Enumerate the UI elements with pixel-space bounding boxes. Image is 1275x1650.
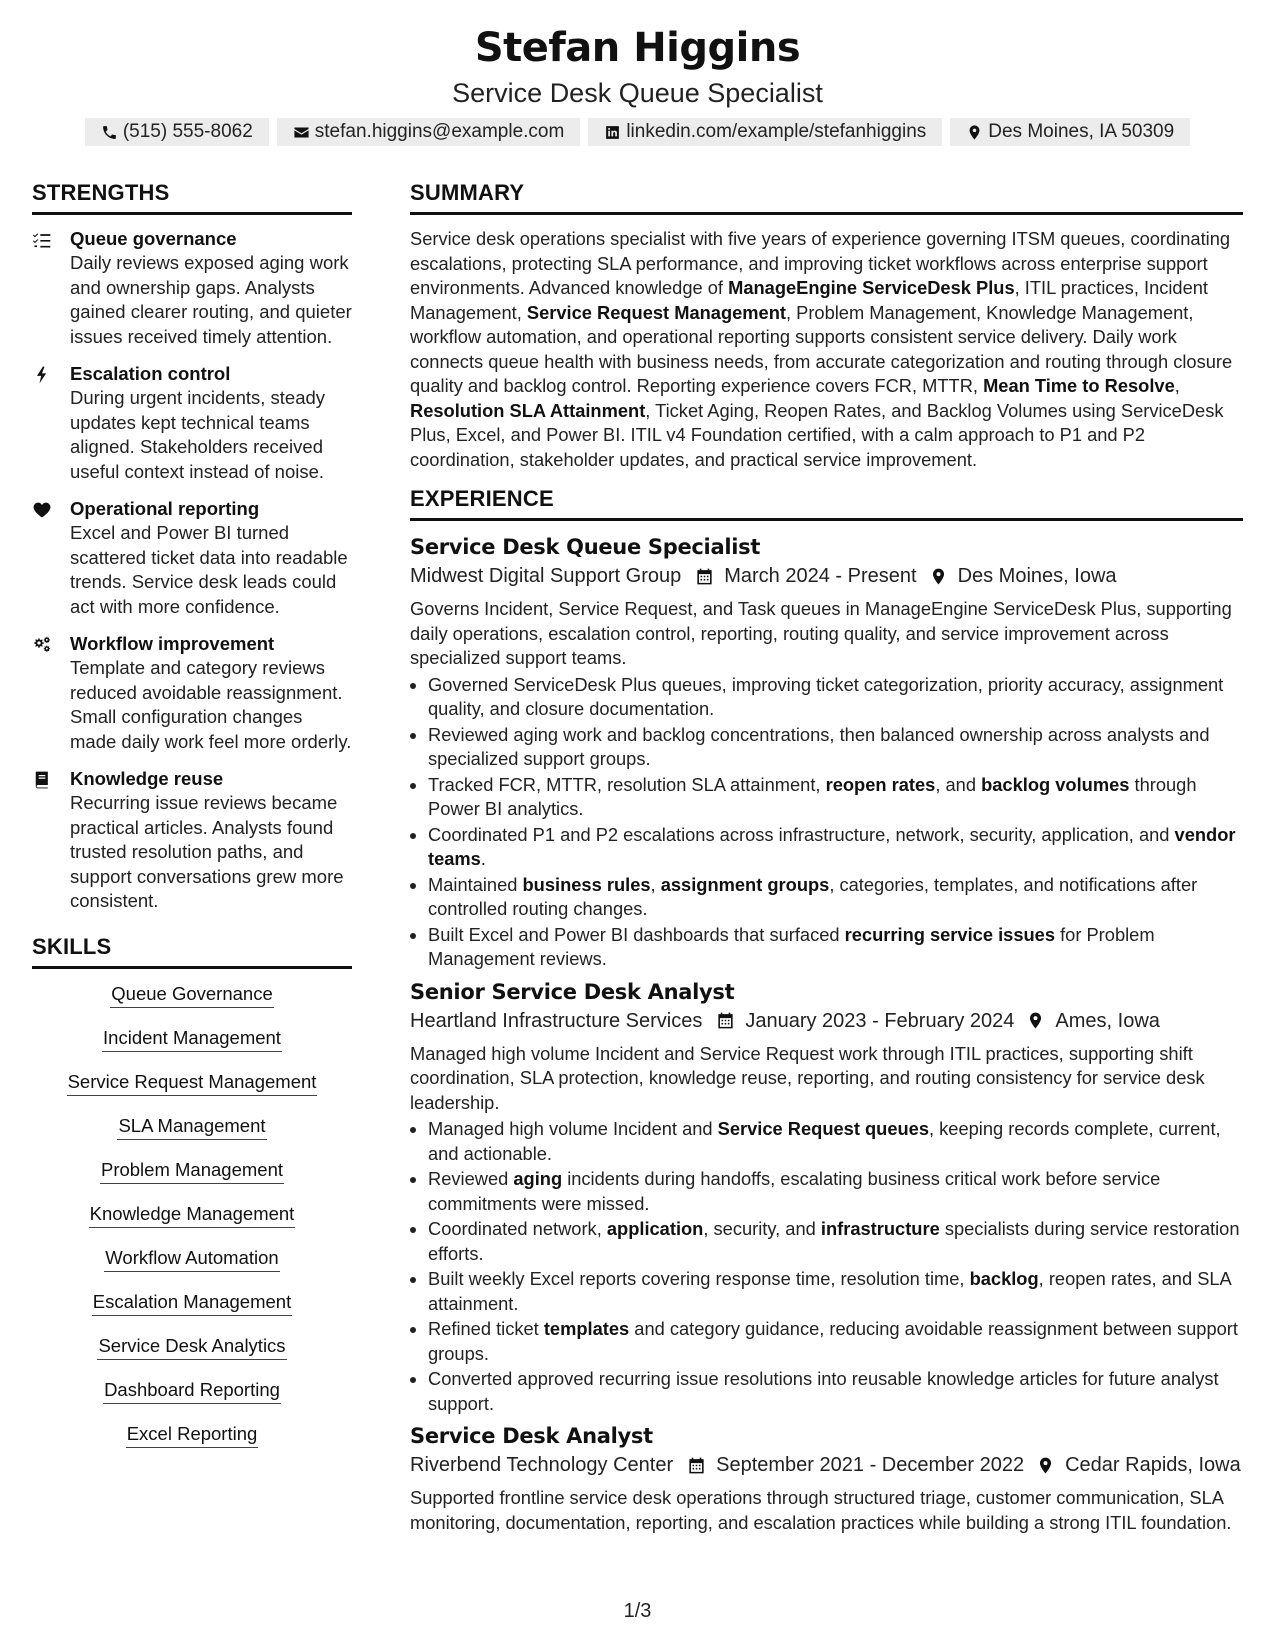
job-bullet: • Maintained business rules, assignment groups, categories, templates, and notifications after controlled routing changes. [428, 873, 1243, 922]
skill-item: Problem Management [100, 1157, 284, 1184]
summary-heading: SUMMARY [410, 180, 1243, 215]
job-title: Senior Service Desk Analyst [410, 979, 735, 1004]
linkedin-chip[interactable] [588, 118, 942, 146]
job-dates: March 2024 - Present [724, 565, 917, 587]
strength-description: Excel and Power BI turned scattered ticket data into readable trends. Service desk leads could act with more confidence. [70, 522, 348, 617]
skill-item: Escalation Management [92, 1289, 292, 1316]
phone-chip[interactable] [85, 118, 269, 146]
map-pin-icon [966, 124, 983, 141]
skill-item: Service Request Management [67, 1069, 318, 1096]
calendar-icon [687, 1456, 706, 1475]
location-text: Des Moines, IA 50309 [988, 121, 1175, 142]
gears-icon [32, 635, 52, 655]
strength-item [32, 362, 352, 484]
strength-description: Template and category reviews reduced avoidable reassignment. Small configuration changes made daily work feel more orderly. [70, 657, 352, 752]
lightning-icon [32, 365, 52, 385]
job-location: Cedar Rapids, Iowa [1065, 1454, 1241, 1476]
job-bullet: • Coordinated network, application, security, and infrastructure specialists during service restoration efforts. [428, 1217, 1243, 1266]
job-bullet: • Reviewed aging work and backlog concentrations, then balanced ownership across analysts and specialized support groups. [428, 723, 1243, 772]
candidate-name: Stefan Higgins [474, 25, 801, 71]
job-bullet: • Reviewed aging incidents during handoffs, escalating business critical work before service commitments were missed. [428, 1167, 1243, 1216]
skill-item: Workflow Automation [104, 1245, 279, 1272]
job-bullet: • Converted approved recurring issue resolutions into reusable knowledge articles for future analyst support. [428, 1367, 1243, 1416]
summary-text: Service desk operations specialist with five years of experience governing ITSM queues, coordinating escalations, protecting SLA performance, and improving ticket workflows across enterprise support environments. Advanced knowledge of ManageEngine ServiceDesk Plus, ITIL practices, Incident Management, Service Request Management, Problem Management, Knowledge Management, workflow automation, and operational reporting supports consistent service delivery. Daily work connects queue health with business needs, from accurate categorization and routing through closure quality and backlog control. Reporting experience covers FCR, MTTR, Mean Time to Resolve, Resolution SLA Attainment, Ticket Aging, Reopen Rates, and Backlog Volumes using ServiceDesk Plus, Excel, and Power BI. ITIL v4 Foundation certified, with a calm approach to P1 and P2 coordination, stakeholder updates, and practical service improvement. [410, 228, 1233, 470]
skill-item: Queue Governance [110, 981, 273, 1008]
job-meta [410, 1450, 1243, 1480]
calendar-icon [716, 1011, 735, 1030]
job-bullet: • Coordinated P1 and P2 escalations across infrastructure, network, security, application, and vendor teams. [428, 823, 1243, 872]
job-company: Midwest Digital Support Group [410, 565, 682, 587]
job-location: Des Moines, Iowa [957, 565, 1117, 587]
job-summary: Supported frontline service desk operations through structured triage, customer communication, SLA monitoring, documentation, reporting, and escalation practices while building a strong ITIL foundation. [410, 1487, 1232, 1533]
book-icon [32, 770, 52, 790]
resume-header [0, 20, 1275, 146]
job-title: Service Desk Analyst [410, 1424, 653, 1448]
job-entry [410, 978, 1243, 1417]
email-text: stefan.higgins@example.com [314, 121, 565, 142]
map-pin-icon [1036, 1456, 1055, 1475]
strength-title: Knowledge reuse [70, 768, 224, 789]
linkedin-text: linkedin.com/example/stefanhiggins [626, 121, 927, 142]
left-column [32, 180, 352, 1465]
calendar-icon [695, 567, 714, 586]
job-bullet: • Built Excel and Power BI dashboards that surfaced recurring service issues for Problem Management reviews. [428, 923, 1243, 972]
phone-icon [101, 124, 118, 141]
strength-title: Queue governance [70, 228, 237, 249]
skill-item: Incident Management [102, 1025, 282, 1052]
strength-description: During urgent incidents, steady updates kept technical teams aligned. Stakeholders received useful context instead of noise. [70, 387, 326, 482]
job-bullets [410, 1117, 1243, 1416]
right-column [410, 180, 1243, 1535]
linkedin-icon [604, 124, 621, 141]
job-summary: Managed high volume Incident and Service Request work through ITIL practices, supporting shift coordination, SLA protection, knowledge reuse, reporting, and routing consistency for service desk leadership. [410, 1042, 1205, 1113]
job-dates: September 2021 - December 2022 [716, 1454, 1025, 1476]
checklist-icon [32, 230, 52, 250]
strength-description: Daily reviews exposed aging work and ownership gaps. Analysts gained clearer routing, and quieter issues received timely attention. [70, 252, 352, 347]
map-pin-icon [929, 567, 948, 586]
candidate-title: Service Desk Queue Specialist [452, 78, 823, 108]
job-company: Heartland Infrastructure Services [410, 1009, 703, 1032]
job-bullets [410, 673, 1243, 972]
skill-item: Service Desk Analytics [97, 1333, 286, 1360]
job-title: Service Desk Queue Specialist [410, 535, 761, 559]
experience-list [410, 533, 1243, 1535]
strength-item [32, 767, 352, 914]
job-meta [410, 1006, 1243, 1036]
experience-heading: EXPERIENCE [410, 486, 1243, 521]
strength-title: Escalation control [70, 363, 231, 384]
job-entry [410, 533, 1243, 972]
strength-item [32, 497, 352, 619]
phone-text: (515) 555-8062 [122, 121, 253, 142]
skills-list [32, 981, 352, 1465]
strength-title: Operational reporting [70, 498, 260, 519]
map-pin-icon [1026, 1011, 1045, 1030]
skill-item: SLA Management [117, 1113, 266, 1140]
job-summary: Governs Incident, Service Request, and Task queues in ManageEngine ServiceDesk Plus, supporting daily operations, escalation control, reporting, routing quality, and service improvement across specialized support teams. [410, 598, 1232, 668]
job-entry [410, 1422, 1243, 1535]
heart-icon [32, 500, 52, 520]
skill-item: Knowledge Management [89, 1201, 296, 1228]
strength-title: Workflow improvement [70, 633, 275, 654]
strength-description: Recurring issue reviews became practical articles. Analysts found trusted resolution paths, and support conversations grew more consistent. [70, 792, 344, 911]
job-dates: January 2023 - February 2024 [745, 1009, 1015, 1032]
contact-bar [0, 118, 1275, 146]
strength-item [32, 227, 352, 349]
job-bullet: • Governed ServiceDesk Plus queues, improving ticket categorization, priority accuracy, assignment quality, and closure documentation. [428, 673, 1243, 722]
strengths-heading: STRENGTHS [32, 180, 352, 215]
skills-heading: SKILLS [32, 934, 352, 969]
job-bullet: • Tracked FCR, MTTR, resolution SLA attainment, reopen rates, and backlog volumes through Power BI analytics. [428, 773, 1243, 822]
skill-item: Dashboard Reporting [103, 1377, 281, 1404]
strength-item [32, 632, 352, 754]
location-chip [950, 118, 1190, 146]
envelope-icon [293, 124, 310, 141]
email-chip[interactable] [277, 118, 581, 146]
job-meta [410, 561, 1243, 591]
page-number: 1/3 [623, 1600, 652, 1622]
job-location: Ames, Iowa [1055, 1009, 1160, 1032]
job-bullet: • Built weekly Excel reports covering response time, resolution time, backlog, reopen rates, and SLA attainment. [428, 1267, 1243, 1316]
job-bullet: • Managed high volume Incident and Service Request queues, keeping records complete, current, and actionable. [428, 1117, 1243, 1166]
job-bullet: • Refined ticket templates and category guidance, reducing avoidable reassignment between support groups. [428, 1317, 1243, 1366]
skill-item: Excel Reporting [126, 1421, 259, 1448]
job-company: Riverbend Technology Center [410, 1454, 674, 1476]
